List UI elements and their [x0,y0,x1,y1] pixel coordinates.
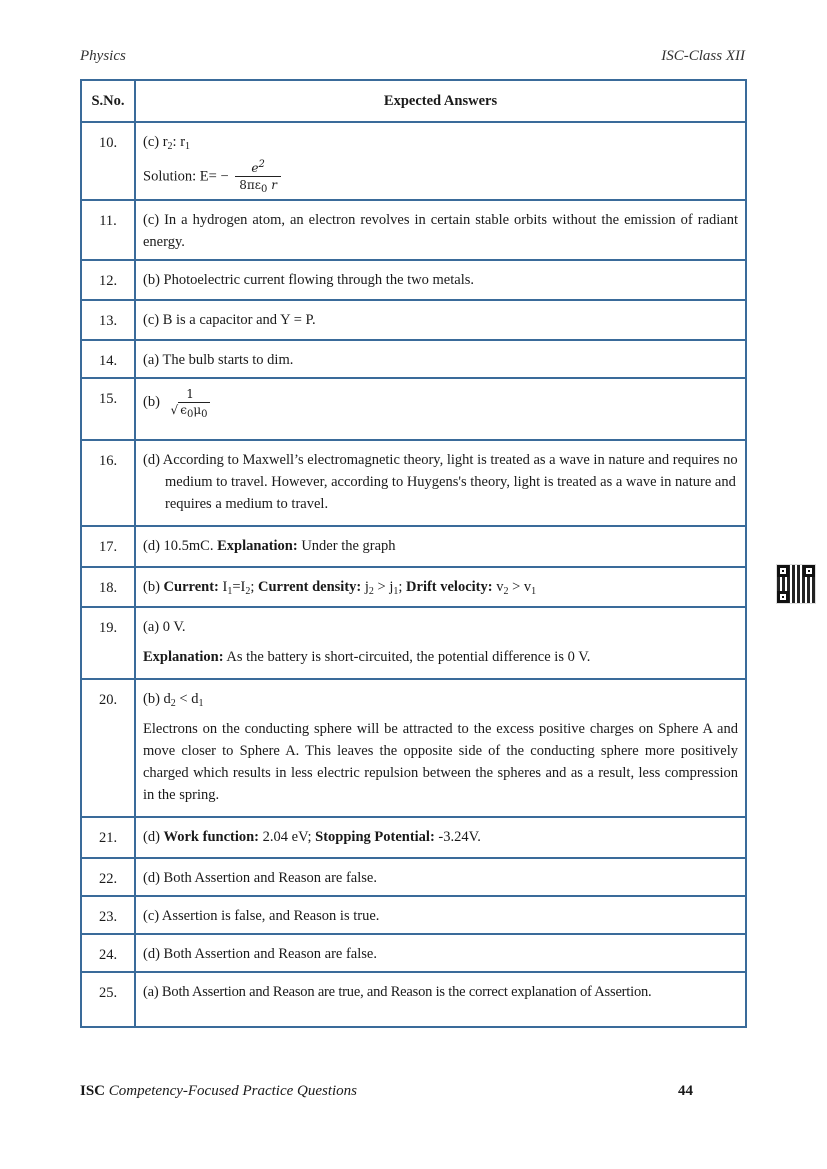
answer-cell: (b) 1 √ $\epsilon_0\mu_0$ [135,378,746,440]
answer-cell: (b) Current: $I_1=I_2$; Current density: $j_2 > j_1$; Drift velocity: $v_2 > v_1$ [135,567,746,607]
table-row [81,607,746,679]
row-number: 11. [81,200,135,260]
table-row [81,567,746,607]
column-header-answers: Expected Answers [135,80,746,122]
column-header-sno: S.No. [81,80,135,122]
table-header-row [81,80,746,122]
table-row [81,340,746,378]
answer-cell: (a) The bulb starts to dim. [135,340,746,378]
table-row [81,200,746,260]
row-number: 21. [81,817,135,858]
row-number: 20. [81,679,135,817]
row-number: 25. [81,972,135,1027]
row-number: 12. [81,260,135,300]
row-number: 13. [81,300,135,340]
row-number: 22. [81,858,135,896]
qr-code-icon[interactable] [777,565,815,603]
row-number: 16. [81,440,135,526]
page-number: 44 [678,1083,693,1099]
table-row [81,526,746,567]
answer-option: (c) $r_2$: $r_1$ [143,134,191,152]
table-row [81,934,746,972]
answer-cell: (c) B is a capacitor and Y = P. [135,300,746,340]
row-number: 14. [81,340,135,378]
answer-cell: (d) Work function: 2.04 eV; Stopping Potential: -3.24V. [135,817,746,858]
answer-cell: (c) Assertion is false, and Reason is true. [135,896,746,934]
table-row [81,972,746,1027]
answer-cell: (a) 0 V. Explanation: As the battery is short-circuited, the potential difference is 0 V. [135,607,746,679]
row-number: 17. [81,526,135,567]
fraction: $\frac{e^2}{8\pi\varepsilon_0 r}$ [235,161,281,193]
header-class-label: ISC-Class XII [661,48,745,64]
table-row [81,679,746,817]
table-row [81,896,746,934]
footer-title: ISC Competency-Focused Practice Questions [80,1083,358,1099]
answer-cell: (d) Both Assertion and Reason are false. [135,858,746,896]
answer-cell: (d) 10.5mC. Explanation: Under the graph [135,526,746,567]
row-number: 15. [81,378,135,440]
row-number: 19. [81,607,135,679]
row-number: 24. [81,934,135,972]
table-row [81,122,746,200]
fraction: 1 √ $\epsilon_0\mu_0$ [170,387,208,420]
table-row [81,260,746,300]
table-row [81,817,746,858]
table-row [81,300,746,340]
row-number: 18. [81,567,135,607]
header-subject: Physics [80,48,126,64]
answer-cell: (b) $d_2 < d_1$ Electrons on the conducting sphere will be attracted to the excess positive charges on Sphere A and move closer to Sphere A. This leaves the opposite side of the conducting sphere more positively charged which results in less electric repulsion between the spheres and as a result, less compression in the spring. [135,679,746,817]
answer-cell [135,122,746,200]
row-number: 10. [81,122,135,200]
solution-formula: Solution: E= − $\frac{e^2}{8\pi\varepsilon_0 r}$ [143,161,738,193]
answer-cell: (a) Both Assertion and Reason are true, and Reason is the correct explanation of Assertion. [135,972,746,1027]
answer-cell: (d) According to Maxwell’s electromagnetic theory, light is treated as a wave in nature and requires no medium to travel. However, according to Huygens's theory, light is treated as a wave in nature and requires a medium to travel. [135,440,746,526]
row-number: 23. [81,896,135,934]
answer-cell: (c) In a hydrogen atom, an electron revolves in certain stable orbits without the emission of radiant energy. [135,200,746,260]
table-row [81,378,746,440]
answer-cell: (b) Photoelectric current flowing through the two metals. [135,260,746,300]
table-row [81,858,746,896]
table-row [81,440,746,526]
answer-cell: (d) Both Assertion and Reason are false. [135,934,746,972]
answers-table [80,79,747,1028]
